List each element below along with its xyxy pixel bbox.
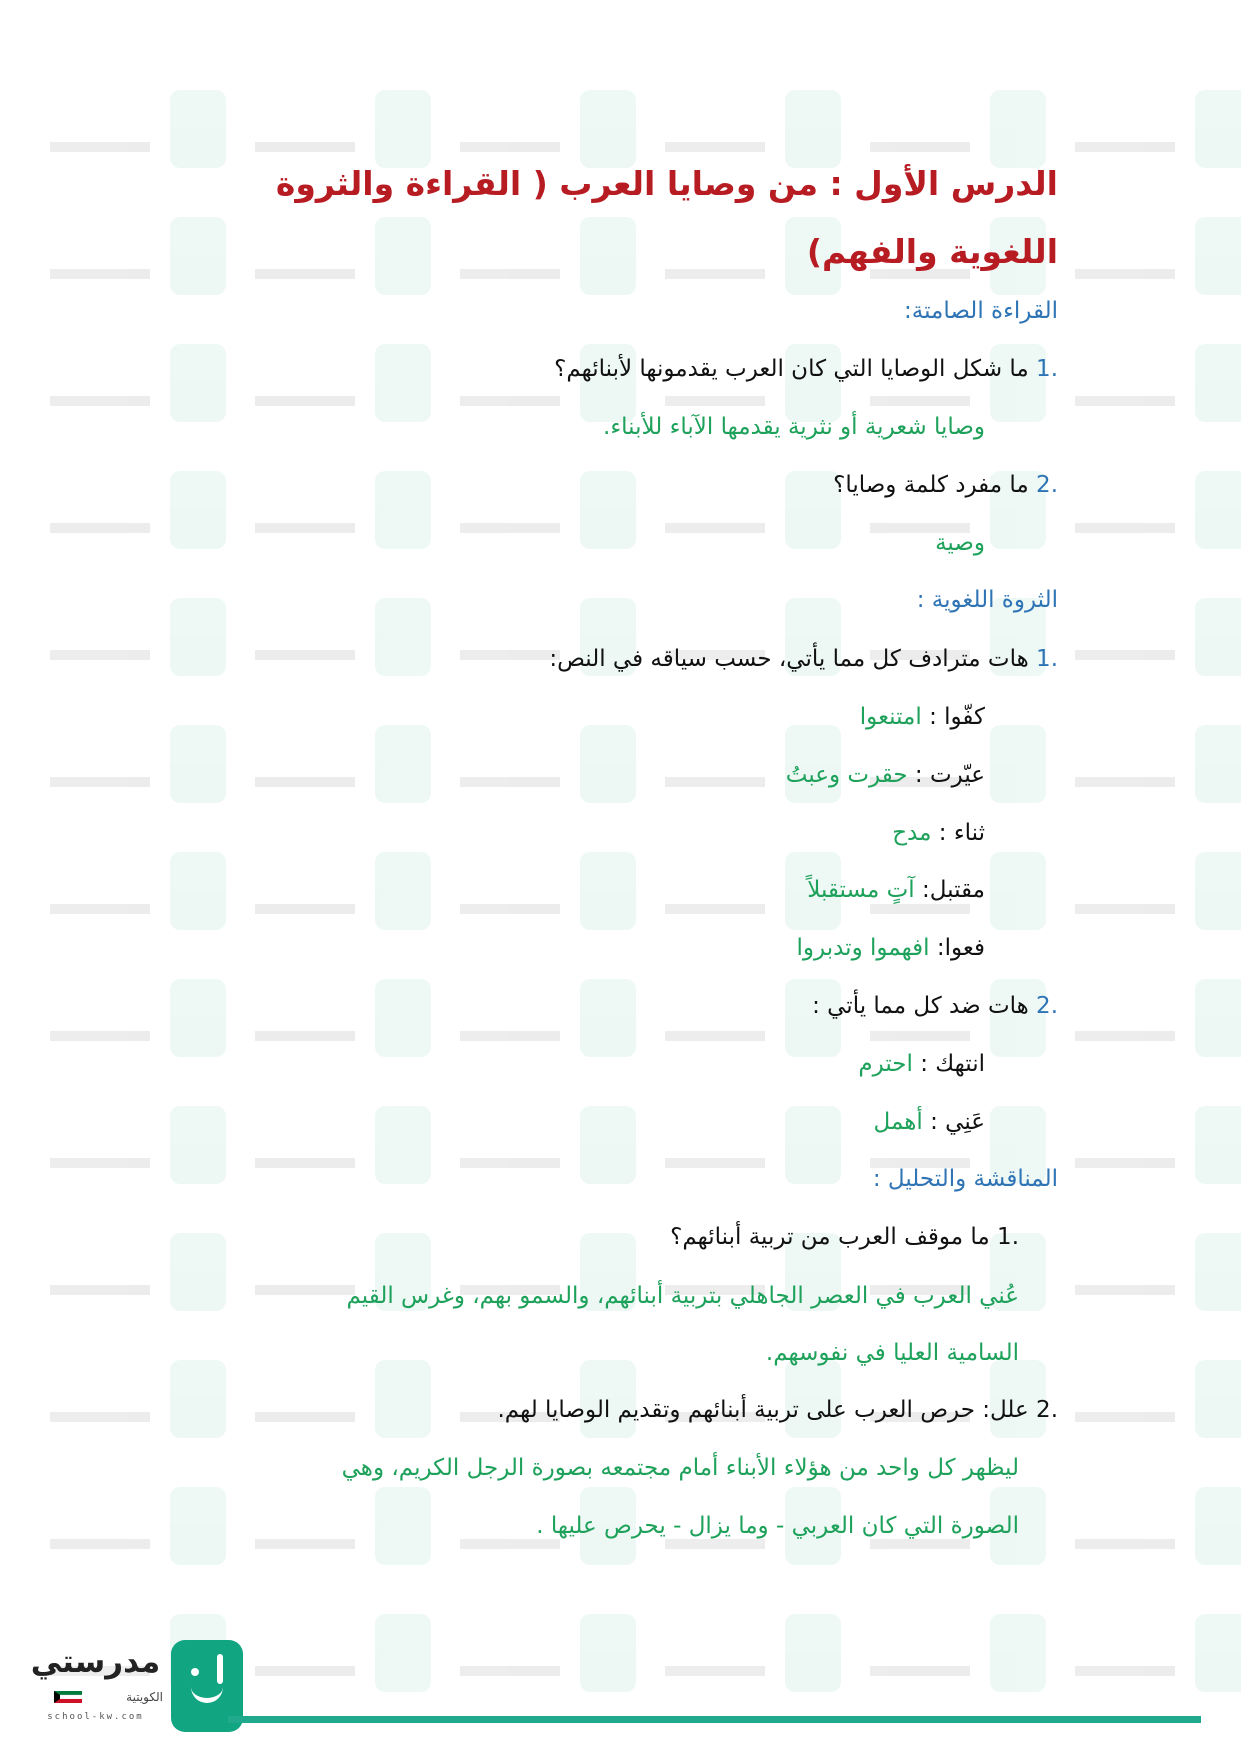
synonym-value: آتٍ مستقبلاً <box>807 877 915 903</box>
question-silent-1 <box>554 352 1058 386</box>
logo-url: school-kw.com <box>47 1712 144 1722</box>
synonym-item <box>860 700 985 734</box>
synonym-term: ثناء : <box>931 820 985 846</box>
logo-subtitle: الكويتية <box>126 1690 163 1704</box>
logo-name: مدرستي <box>30 1644 161 1680</box>
section-heading-vocabulary: الثروة اللغوية : <box>916 587 1058 613</box>
synonym-term: فعوا: <box>929 935 985 961</box>
section-heading-silent-reading: القراءة الصامتة: <box>904 298 1058 324</box>
synonym-value: امتنعوا <box>859 704 922 730</box>
question-number: .1 <box>1036 356 1058 382</box>
question-discussion-2 <box>497 1393 1058 1427</box>
synonym-value: افهموا وتدبروا <box>796 935 930 961</box>
synonym-item <box>797 931 985 965</box>
synonym-term: مقتبل: <box>914 877 985 903</box>
synonym-term: كفّوا : <box>921 704 985 730</box>
synonym-item <box>786 758 985 792</box>
question-text: ما موقف العرب من تربية أبنائهم؟ <box>670 1224 990 1250</box>
synonym-value: حقرت وعبتُ <box>785 762 908 788</box>
question-number: .1 <box>1036 646 1058 672</box>
antonym-item <box>874 1105 985 1139</box>
question-number: .2 <box>1036 472 1058 498</box>
footer-divider <box>228 1716 1201 1723</box>
synonym-item <box>892 816 985 850</box>
question-text: ما شكل الوصايا التي كان العرب يقدمونها لأبنائهم؟ <box>554 356 1029 382</box>
answer-discussion-1-line-1: عُني العرب في العصر الجاهلي بتربية أبنائهم، والسمو بهم، وغرس القيم <box>346 1283 1019 1309</box>
antonym-value: أهمل <box>873 1109 923 1135</box>
question-number: .1 <box>997 1224 1019 1250</box>
answer-discussion-2-line-1: ليظهر كل واحد من هؤلاء الأبناء أمام مجتمعه بصورة الرجل الكريم، وهي <box>341 1455 1019 1481</box>
lesson-title: الدرس الأول : من وصايا العرب ( القراءة والثروة اللغوية والفهم) <box>275 164 1058 271</box>
question-text: هات مترادف كل مما يأتي، حسب سياقه في النص: <box>549 646 1029 672</box>
answer-discussion-1-line-2: السامية العليا في نفوسهم. <box>765 1340 1019 1366</box>
question-vocab-2 <box>812 989 1058 1023</box>
section-heading-discussion: المناقشة والتحليل : <box>872 1166 1058 1192</box>
synonym-value: مدح <box>892 820 932 846</box>
footer-logo <box>28 1640 218 1735</box>
question-number: .2 <box>1036 993 1058 1019</box>
antonym-item <box>858 1047 985 1081</box>
question-vocab-1 <box>549 642 1058 676</box>
antonym-value: احترم <box>858 1051 913 1077</box>
answer-silent-2: وصية <box>935 530 985 556</box>
question-text: هات ضد كل مما يأتي : <box>812 993 1029 1019</box>
answer-silent-1: وصايا شعرية أو نثرية يقدمها الآباء للأبناء. <box>603 414 985 440</box>
antonym-term: انتهك : <box>912 1051 985 1077</box>
question-discussion-1 <box>670 1220 1019 1254</box>
synonym-term: عيّرت : <box>907 762 985 788</box>
synonym-item <box>807 873 985 907</box>
question-text: علل: حرص العرب على تربية أبنائهم وتقديم الوصايا لهم. <box>497 1397 1029 1423</box>
question-silent-2 <box>833 468 1058 502</box>
question-text: ما مفرد كلمة وصايا؟ <box>833 472 1029 498</box>
question-number: .2 <box>1036 1397 1058 1423</box>
answer-discussion-2-line-2: الصورة التي كان العربي - وما يزال - يحرص عليها . <box>536 1513 1019 1539</box>
antonym-term: عَنِي : <box>922 1109 985 1135</box>
